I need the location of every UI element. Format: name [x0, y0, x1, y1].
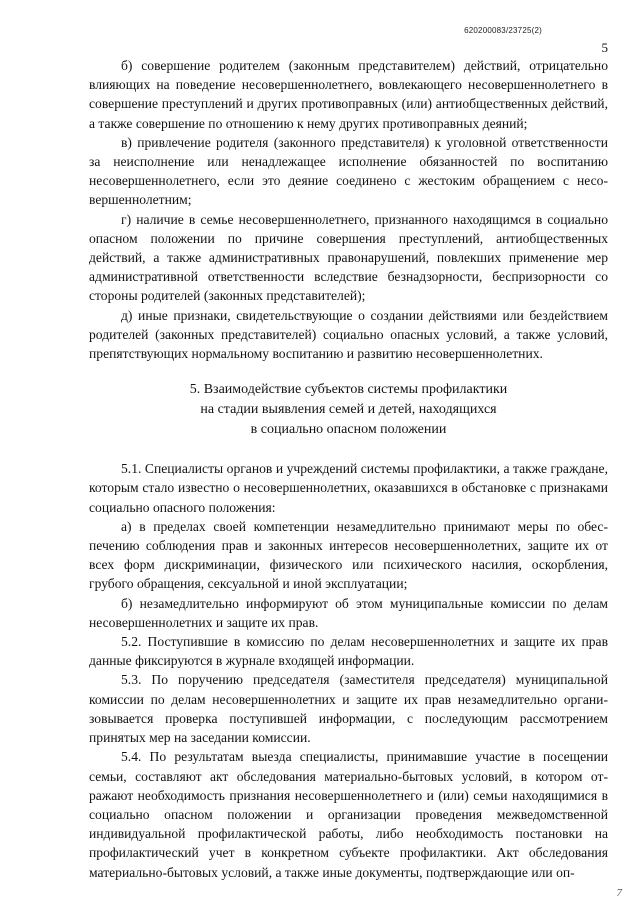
heading-line-3: в социально опасном положении	[250, 422, 447, 438]
paragraph-g-dangerous-situation: г) наличие в семье несовершеннолетнего, признанного находящимся в социально опасном положении по причине совершения преступлений, антиобщественных действий, а также административных правонарушений, повлекших применение мер административной ответственности вследствие безнадзорности, беспризорности со стороны родителей (законных представителей);	[89, 211, 608, 304]
paragraph-b-parent-actions: б) совершение родителем (законным представителем) действий, отрицательно влияющих на поведение несовершеннолетнего, вовлекающего несовершеннолетнего в совершение преступлений и других противоправных (или) антиобщественных действий, а также совершение по отношению к нему других противоправных деяний;	[89, 58, 608, 131]
document-body	[89, 56, 608, 882]
paragraph-5-2: 5.2. Поступившие в комиссию по делам несовершеннолетних и защите их прав данные фиксируются в журнале входящей информации.	[89, 634, 608, 669]
paragraph-5-1-a: а) в пределах своей компетенции незамедлительно принимают меры по обеспечению соблюдения прав и законных интересов несовершеннолетних, защите их от всех форм дискриминации, физического или психического насилия, оскорбления, грубого обращения, сексуальной и иной эксплуатации;	[89, 518, 608, 592]
page-number: 5	[601, 40, 608, 55]
corner-mark: 7	[616, 887, 622, 899]
heading-line-1: 5. Взаимодействие субъектов системы профилактики	[189, 382, 508, 398]
paragraph-5-1-b: б) незамедлительно информируют об этом муниципальные комиссии по делам несовершеннолетних и защите их прав.	[89, 595, 608, 630]
paragraph-5-3: 5.3. По поручению председателя (заместителя председателя) муниципальной комиссии по делам несовершеннолетних и защите их прав незамедлительно организовывается проверка поступившей информации, с последующим рассмотрением принятых мер на заседании комиссии.	[89, 672, 608, 746]
heading-line-2: на стадии выявления семей и детей, находящихся	[200, 402, 497, 418]
document-id: 620200083/23725(2)	[464, 26, 542, 35]
paragraph-d-other-signs: д) иные признаки, свидетельствующие о создании действиями или бездействием родителей (законных представителей) социально опасных условий, а также условий, препятствующих нормальному воспитанию и развитию несовершеннолетних.	[89, 307, 608, 362]
paragraph-v-criminal-liability: в) привлечение родителя (законного представителя) к уголовной ответственности за неисполнение или ненадлежащее исполнение обязанностей по воспитанию несовершеннолетнего, если это деяние соединено с жестоким обращением с несовершеннолетним;	[89, 134, 608, 208]
paragraph-5-4: 5.4. По результатам выезда специалисты, принимавшие участие в посещении семьи, составляют акт обследования материально-бытовых условий, в котором отражают необходимость признания несовершеннолетнего и (или) семьи находящимися в социально опасном положении и организации проведения межведомственной индивидуальной профилактической работы, либо необходимость постановки на профилактический учет в конкретном субъекте профилактики. Акт обследования материально-бытовых условий, а также иные документы, подтверждающие или оп-	[89, 749, 608, 880]
section-5-heading	[89, 380, 608, 440]
paragraph-5-1: 5.1. Специалисты органов и учреждений системы профилактики, а также граждане, которым стало известно о несовершеннолетних, оказавшихся в обстановке с признаками социально опасного положения:	[89, 461, 608, 515]
